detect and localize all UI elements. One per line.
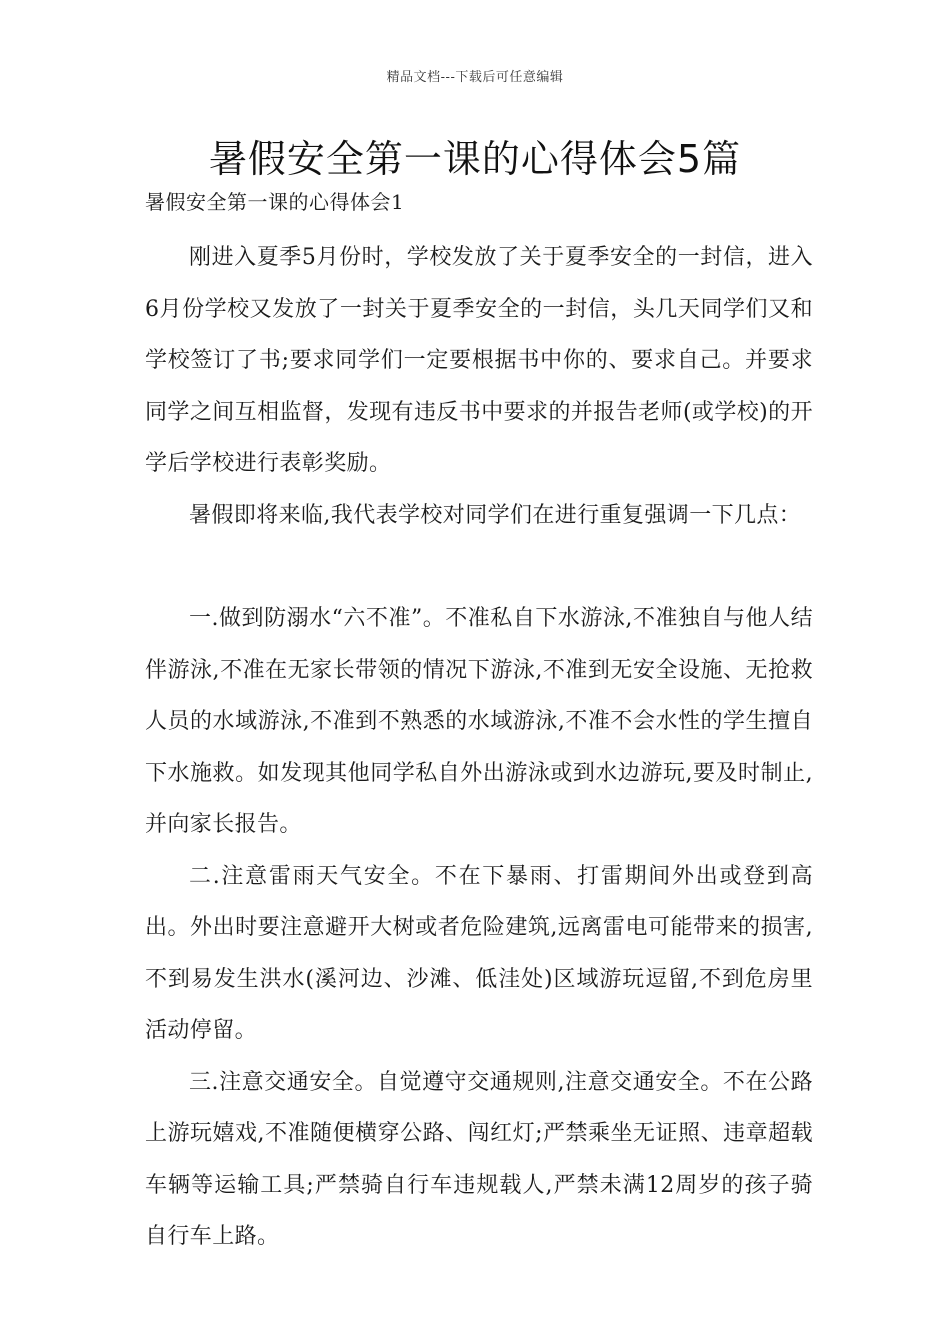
header-note: 精品文档---下载后可任意编辑 (386, 70, 564, 85)
paragraph-item-1: 一.做到防溺水“六不准”。不准私自下水游泳,不准独自与他人结伴游泳,不准在无家长带领的情况下游泳,不准到无安全设施、无抢救人员的水域游泳,不准到不熟悉的水域游泳,不准不会水性的学生擅自下水施救。如发现其他同学私自外出游泳或到水边游玩,要及时制止,并向家长报告。 (145, 606, 813, 837)
paragraph-lead: 暑假即将来临,我代表学校对同学们在进行重复强调一下几点： (189, 502, 802, 528)
paragraph-item-2: 二.注意雷雨天气安全。不在下暴雨、打雷期间外出或登到高出。外出时要注意避开大树或者危险建筑,远离雷电可能带来的损害,不到易发生洪水(溪河边、沙滩、低洼处)区域游玩逗留,不到危房里活动停留。 (145, 863, 813, 1043)
paragraph-item-3: 三.注意交通安全。自觉遵守交通规则,注意交通安全。不在公路上游玩嬉戏,不准随便横穿公路、闯红灯;严禁乘坐无证照、违章超载车辆等运输工具;严禁骑自行车违规载人,严禁未满12周岁的孩子骑自行车上路。 (145, 1069, 813, 1249)
section-subheading: 暑假安全第一课的心得体会1 (145, 190, 405, 214)
document-body (145, 232, 813, 1263)
document-title: 暑假安全第一课的心得体会5篇 (208, 137, 742, 181)
paragraph-intro: 刚进入夏季5月份时，学校发放了关于夏季安全的一封信，进入6月份学校又发放了一封关于夏季安全的一封信，头几天同学们又和学校签订了书;要求同学们一定要根据书中你的、要求自己。并要求同学之间互相监督，发现有违反书中要求的并报告老师(或学校)的开学后学校进行表彰奖励。 (145, 245, 813, 476)
